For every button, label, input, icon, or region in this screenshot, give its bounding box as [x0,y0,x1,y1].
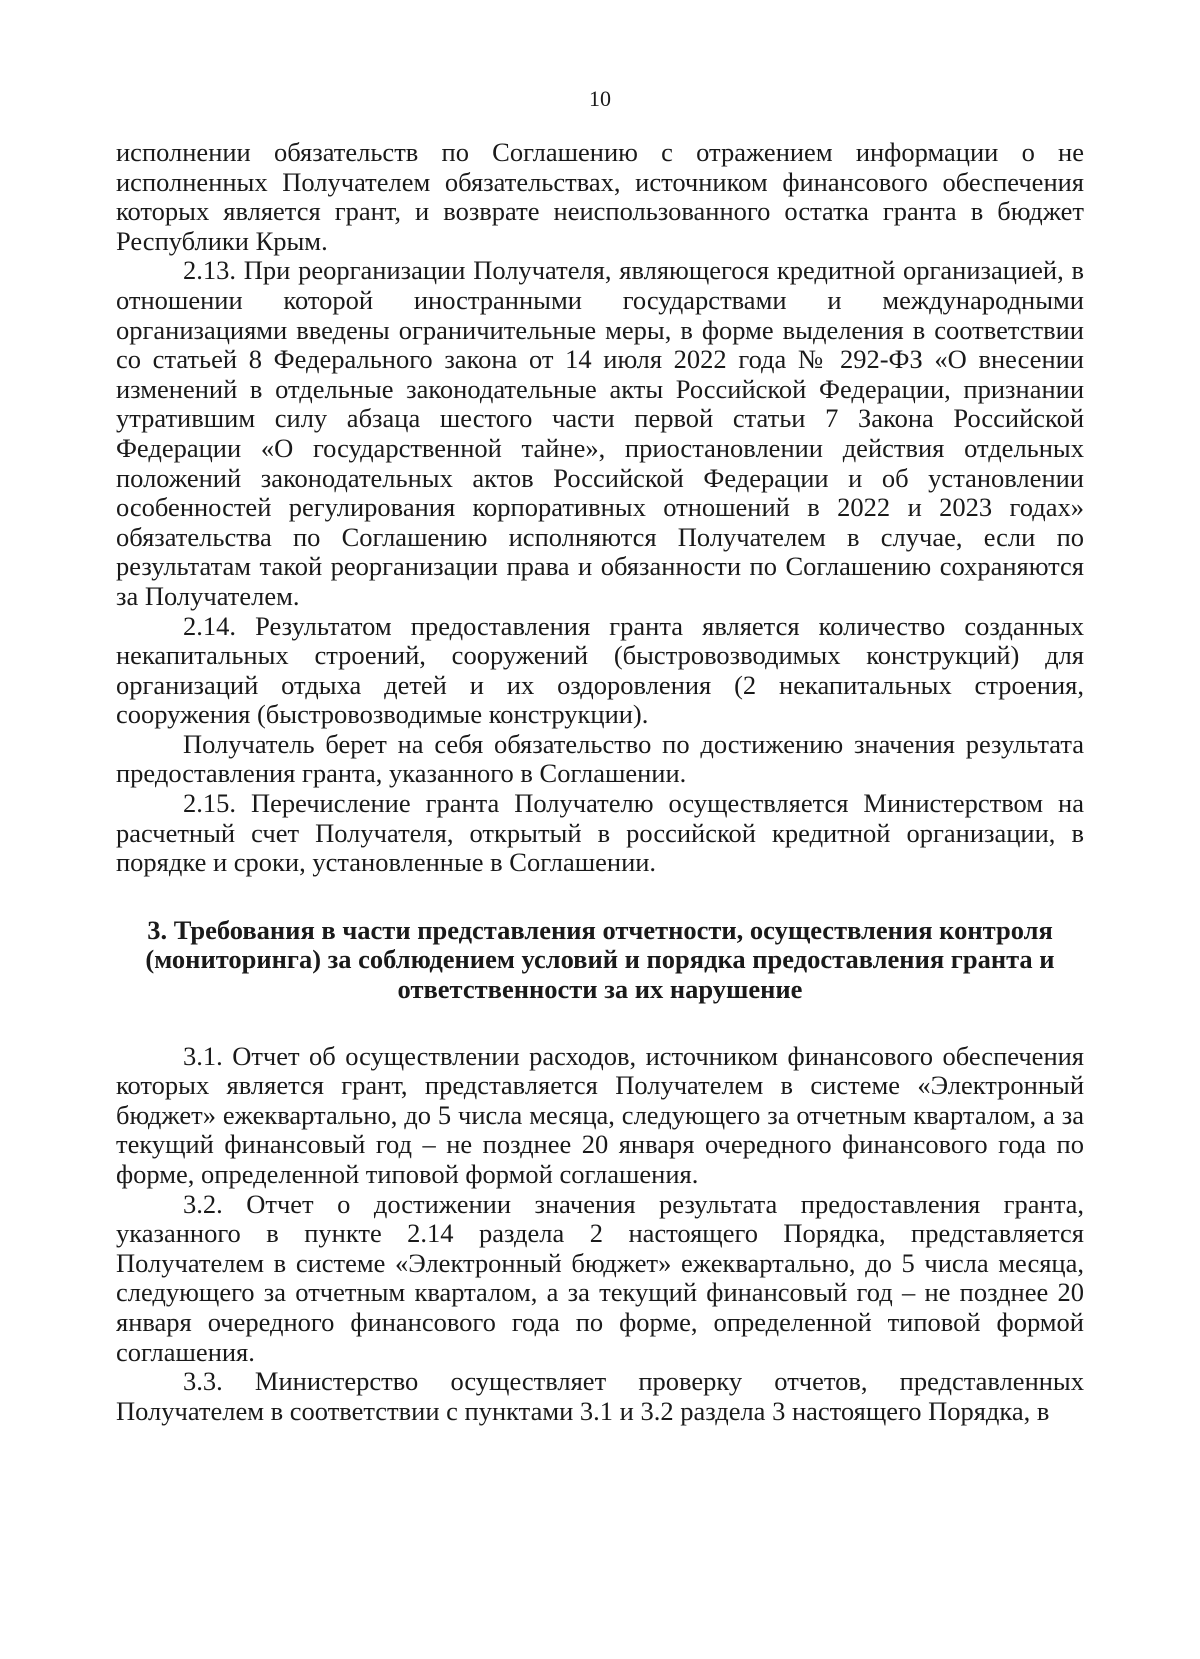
paragraph-2-13: 2.13. При реорганизации Получателя, являющегося кредитной организацией, в отношении которой иностранными государствами и международными организациями введены ограничительные меры, в форме выделения в соответствии со статьей 8 Федерального закона от 14 июля 2022 года № 292-ФЗ «О внесении изменений в отдельные законодательные акты Российской Федерации, признании утратившим силу абзаца шестого части первой статьи 7 Закона Российской Федерации «О государственной тайне», приостановлении действия отдельных положений законодательных актов Российской Федерации и об установлении особенностей регулирования корпоративных отношений в 2022 и 2023 годах» обязательства по Соглашению исполняются Получателем в случае, если по результатам такой реорганизации права и обязанности по Соглашению сохраняются за Получателем. [116,255,1084,611]
paragraph-recipient-obligation: Получатель берет на себя обязательство по достижению значения результата предоставления гранта, указанного в Соглашении. [116,728,1084,789]
section-heading: 3. Требования в части представления отчетности, осуществления контроля (мониторинга) за соблюдением условий и порядка предоставления гранта и ответственности за их нарушение [145,914,1055,1005]
paragraph-2-14: 2.14. Результатом предоставления гранта является количество созданных некапитальных строений, сооружений (быстровозводимых конструкций) для организаций отдыха детей и их оздоровления (2 некапитальных строения, сооружения (быстровозводимые конструкции). [116,610,1084,730]
paragraph-3-2: 3.2. Отчет о достижении значения результата предоставления гранта, указанного в пункте 2.14 раздела 2 настоящего Порядка, представляется Получателем в системе «Электронный бюджет» ежеквартально, до 5 числа месяца, следующего за отчетным кварталом, а за текущий финансовый год – не позднее 20 января очередного финансового года по форме, определенной типовой формой соглашения. [116,1188,1084,1367]
paragraph-2-15: 2.15. Перечисление гранта Получателю осуществляется Министерством на расчетный счет Получателя, открытый в российской кредитной организации, в порядке и сроки, установленные в Соглашении. [116,788,1084,878]
page-number: 10 [589,86,611,111]
paragraph-continuation: исполнении обязательств по Соглашению с отражением информации о не исполненных Получателем обязательствах, источником финансового обеспечения которых является грант, и возврате неиспользованного остатка гранта в бюджет Республики Крым. [116,137,1084,256]
paragraph-3-1: 3.1. Отчет об осуществлении расходов, источником финансового обеспечения которых является грант, представляется Получателем в системе «Электронный бюджет» ежеквартально, до 5 числа месяца, следующего за отчетным кварталом, а за текущий финансовый год – не позднее 20 января очередного финансового года по форме, определенной типовой формой соглашения. [116,1040,1084,1189]
paragraph-3-3: 3.3. Министерство осуществляет проверку отчетов, представленных Получателем в соответствии с пунктами 3.1 и 3.2 раздела 3 настоящего Порядка, в [116,1366,1084,1426]
document-body [116,138,1084,1426]
